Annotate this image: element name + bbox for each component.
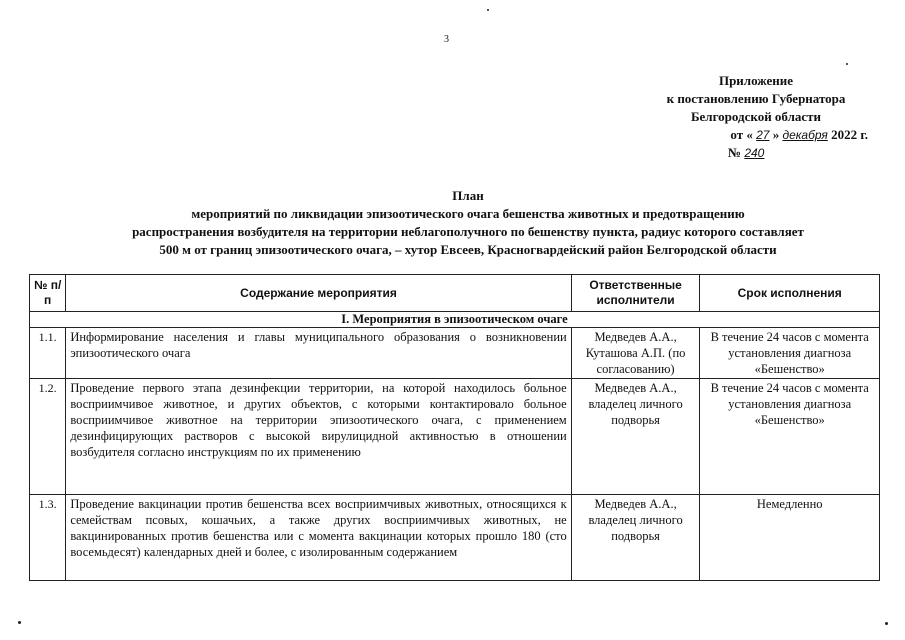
- number-prefix: №: [728, 145, 742, 160]
- appendix-date: [640, 126, 872, 144]
- row-responsible: Медведев А.А., владелец личного подворья: [571, 495, 700, 581]
- header-responsible: Ответственные исполнители: [571, 275, 700, 312]
- row-term: В течение 24 часов с момента установления диагноза «Бешенство»: [700, 379, 880, 495]
- table-row: [30, 495, 880, 581]
- number-value: 240: [744, 146, 765, 160]
- page-number: 3: [444, 34, 449, 45]
- appendix-line-2: к постановлению Губернатора: [666, 91, 846, 106]
- date-month: декабря: [782, 128, 828, 142]
- title-line-4: 500 м от границ эпизоотического очага, – хутор Евсеев, Красногвардейский район Белгородской области: [159, 242, 777, 257]
- scan-speck: [18, 621, 21, 624]
- measures-table: [29, 274, 880, 581]
- row-term: Немедленно: [700, 495, 880, 581]
- scan-speck: [846, 63, 848, 65]
- title-line-3: распространения возбудителя на территории неблагополучного по бешенству пункта, радиус которого составляет: [132, 224, 804, 239]
- header-term: Срок исполнения: [700, 275, 880, 312]
- row-content: Проведение первого этапа дезинфекции территории, на которой находилось больное восприимчивое животное, и других объектов, с которыми контактировало больное восприимчивое животное на территории эпизоотического очага, с применением дезинфицирующих растворов с высокой вирулицидной активностью в отношении возбудителя согласно инструкциям по их применению: [66, 379, 571, 495]
- table-row: [30, 328, 880, 379]
- section-title: I. Мероприятия в эпизоотическом очаге: [30, 312, 880, 328]
- appendix-number: [640, 144, 872, 162]
- row-num: 1.1.: [30, 328, 66, 379]
- scan-speck: [885, 622, 888, 625]
- row-num: 1.2.: [30, 379, 66, 495]
- date-prefix: от «: [730, 127, 753, 142]
- plan-title: [40, 187, 896, 259]
- header-num: № п/п: [30, 275, 66, 312]
- table-row: [30, 379, 880, 495]
- row-responsible: Медведев А.А., владелец личного подворья: [571, 379, 700, 495]
- date-year: 2022 г.: [831, 127, 868, 142]
- date-mid: »: [772, 127, 780, 142]
- title-line-2: мероприятий по ликвидации эпизоотического очага бешенства животных и предотвращению: [191, 206, 745, 221]
- row-content: Информирование населения и главы муниципального образования о возникновении эпизоотического очага: [66, 328, 571, 379]
- header-content: Содержание мероприятия: [66, 275, 571, 312]
- scan-speck: [487, 9, 489, 11]
- appendix-block: [640, 72, 872, 162]
- date-day: 27: [756, 128, 770, 142]
- section-row: [30, 312, 880, 328]
- row-num: 1.3.: [30, 495, 66, 581]
- table-header-row: [30, 275, 880, 312]
- row-term: В течение 24 часов с момента установления диагноза «Бешенство»: [700, 328, 880, 379]
- title-line-1: План: [452, 188, 484, 203]
- row-responsible: Медведев А.А., Куташова А.П. (по согласованию): [571, 328, 700, 379]
- appendix-line-3: Белгородской области: [690, 109, 822, 124]
- row-content: Проведение вакцинации против бешенства всех восприимчивых животных, относящихся к семействам псовых, кошачьих, а также других восприимчивых животных, не вакцинированных против бешенства или с момента вакцинации которых прошло 180 (сто восемьдесят) календарных дней и более, с изолированным содержанием: [66, 495, 571, 581]
- appendix-line-1: Приложение: [718, 73, 794, 88]
